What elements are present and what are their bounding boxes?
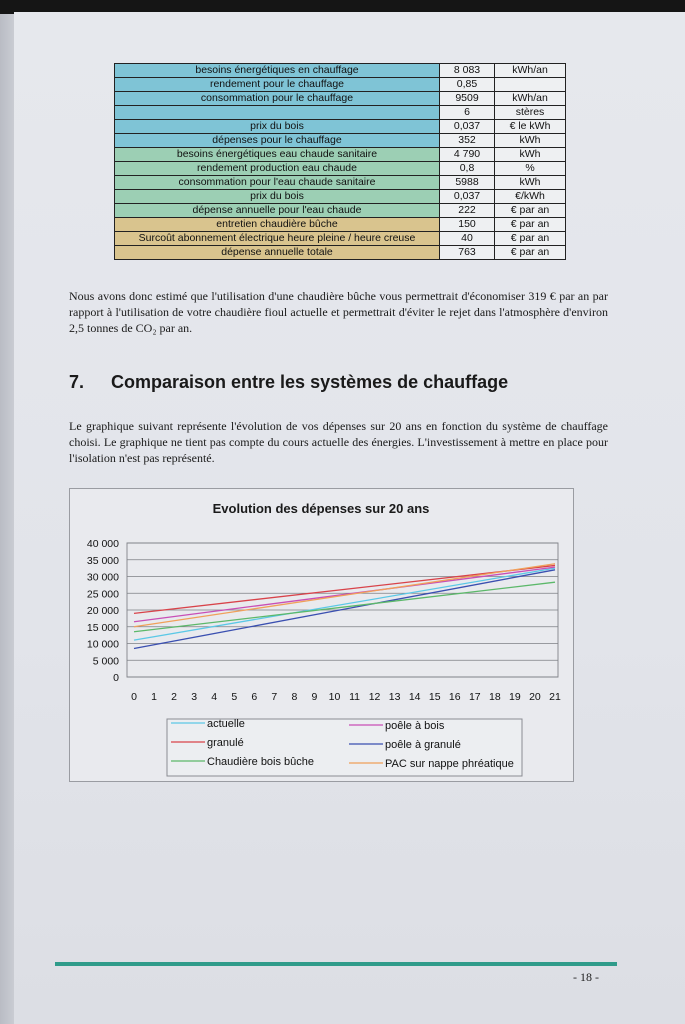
- y-tick-label: 20 000: [86, 605, 119, 617]
- cell-label: besoins énergétiques eau chaude sanitaire: [115, 148, 440, 162]
- cell-value: 0,8: [440, 162, 495, 176]
- y-tick-label: 5 000: [92, 655, 119, 668]
- cell-unit: € par an: [495, 218, 566, 232]
- cell-value: 0,037: [440, 120, 495, 134]
- cell-unit: stères: [495, 106, 566, 120]
- table-row: [115, 78, 566, 92]
- cell-label: dépenses pour le chauffage: [115, 134, 440, 148]
- legend-label: Chaudière bois bûche: [207, 756, 315, 768]
- cell-value: 6: [440, 106, 495, 120]
- paragraph-savings: Nous avons donc estimé que l'utilisation d'une chaudière bûche vous permettrait d'économiser 319 € par an par rapport à l'utilisation de votre chaudière fioul actuelle et permettrait d'éviter le rejet dans l'atmosphère d'environ 2,5 tonnes de CO₂ par an.: [69, 289, 608, 335]
- x-tick-label: 1: [151, 691, 157, 703]
- cell-unit: kWh: [495, 134, 566, 148]
- series-line-pac-sur-nappe-phr-atique: [134, 564, 555, 627]
- cell-label: [115, 106, 440, 120]
- x-tick-label: 12: [368, 691, 381, 703]
- footer-rule: [55, 962, 617, 966]
- x-tick-label: 14: [408, 691, 421, 703]
- series-line-actuelle: [134, 568, 555, 640]
- cell-value: 4 790: [440, 148, 495, 162]
- cell-unit: € le kWh: [495, 120, 566, 134]
- cell-label: dépense annuelle pour l'eau chaude: [115, 204, 440, 218]
- cell-value: 222: [440, 204, 495, 218]
- cell-label: consommation pour le chauffage: [115, 92, 440, 106]
- cell-value: 0,037: [440, 190, 495, 204]
- cell-label: Surcoût abonnement électrique heure pleine / heure creuse: [115, 232, 440, 246]
- table-row: [115, 162, 566, 176]
- table-row: [115, 246, 566, 260]
- cell-value: 0,85: [440, 78, 495, 92]
- table-row: [115, 218, 566, 232]
- table-row: [115, 232, 566, 246]
- table-row: [115, 64, 566, 78]
- cell-unit: € par an: [495, 246, 566, 260]
- cell-unit: kWh/an: [495, 64, 566, 78]
- y-tick-label: 40 000: [86, 538, 119, 550]
- cell-label: rendement pour le chauffage: [115, 78, 440, 92]
- x-tick-label: 17: [468, 691, 481, 703]
- x-tick-label: 19: [509, 691, 521, 703]
- cell-unit: kWh/an: [495, 92, 566, 106]
- cell-label: entretien chaudière bûche: [115, 218, 440, 232]
- cell-unit: € par an: [495, 232, 566, 246]
- x-tick-label: 11: [349, 691, 360, 703]
- table-row: [115, 120, 566, 134]
- x-tick-label: 8: [291, 691, 298, 703]
- cell-label: besoins énergétiques en chauffage: [115, 64, 440, 78]
- legend-label: PAC sur nappe phréatique: [385, 758, 514, 770]
- x-tick-label: 20: [529, 691, 541, 703]
- x-tick-label: 2: [171, 691, 178, 703]
- cell-value: 8 083: [440, 64, 495, 78]
- section-title: Comparaison entre les systèmes de chauffage: [111, 372, 509, 392]
- x-tick-label: 21: [549, 691, 561, 703]
- table-row: [115, 148, 566, 162]
- x-tick-label: 0: [131, 691, 137, 703]
- x-tick-label: 10: [328, 691, 341, 703]
- paragraph-chart-intro: Le graphique suivant représente l'évolution de vos dépenses sur 20 ans en fonction du système de chauffage choisi. Le graphique ne tient pas compte du cours actuelle des énergies. L'investissement à mettre en place pour l'isolation n'est pas représenté.: [69, 419, 608, 465]
- cell-unit: %: [495, 162, 566, 176]
- legend-label: poêle à bois: [385, 720, 445, 732]
- y-tick-label: 0: [113, 672, 119, 684]
- cell-label: prix du bois: [115, 190, 440, 204]
- section-number: 7.: [69, 372, 85, 392]
- cell-unit: €/kWh: [495, 190, 566, 204]
- table-row: [115, 134, 566, 148]
- cell-value: 40: [440, 232, 495, 246]
- table-row: [115, 204, 566, 218]
- x-tick-label: 3: [191, 691, 198, 703]
- series-line-po-le-granul-: [134, 570, 555, 649]
- x-tick-label: 6: [251, 691, 258, 703]
- x-tick-label: 16: [448, 691, 461, 703]
- table-row: [115, 190, 566, 204]
- x-tick-label: 9: [311, 691, 318, 703]
- cell-value: 5988: [440, 176, 495, 190]
- section-heading: [69, 372, 508, 393]
- cell-value: 9509: [440, 92, 495, 106]
- chart-title: Evolution des dépenses sur 20 ans: [212, 501, 430, 516]
- x-tick-label: 5: [231, 691, 238, 703]
- table-row: [115, 176, 566, 190]
- table-row: [115, 106, 566, 120]
- page-number: - 18 -: [573, 970, 599, 984]
- cost-table: [114, 63, 566, 260]
- x-tick-label: 13: [388, 691, 401, 703]
- cell-value: 150: [440, 218, 495, 232]
- x-tick-label: 4: [211, 691, 218, 703]
- legend-label: actuelle: [207, 718, 245, 730]
- expense-chart: [70, 489, 573, 781]
- legend-label: granulé: [207, 737, 244, 749]
- y-tick-label: 35 000: [86, 554, 119, 567]
- series-line-po-le-bois: [134, 567, 555, 622]
- y-tick-label: 25 000: [86, 588, 119, 601]
- cell-label: dépense annuelle totale: [115, 246, 440, 260]
- legend-label: poêle à granulé: [385, 739, 461, 751]
- x-tick-label: 18: [489, 691, 501, 703]
- cell-unit: kWh: [495, 148, 566, 162]
- cell-value: 352: [440, 134, 495, 148]
- cell-label: rendement production eau chaude: [115, 162, 440, 176]
- x-tick-label: 7: [271, 691, 278, 703]
- cell-unit: kWh: [495, 176, 566, 190]
- table-row: [115, 92, 566, 106]
- x-tick-label: 15: [428, 691, 441, 703]
- cell-label: consommation pour l'eau chaude sanitaire: [115, 176, 440, 190]
- cell-label: prix du bois: [115, 120, 440, 134]
- chart-frame: [69, 488, 574, 782]
- y-tick-label: 30 000: [86, 571, 119, 584]
- cell-value: 763: [440, 246, 495, 260]
- cell-unit: € par an: [495, 204, 566, 218]
- y-tick-label: 10 000: [86, 638, 119, 651]
- y-tick-label: 15 000: [86, 621, 119, 634]
- cell-unit: [495, 78, 566, 92]
